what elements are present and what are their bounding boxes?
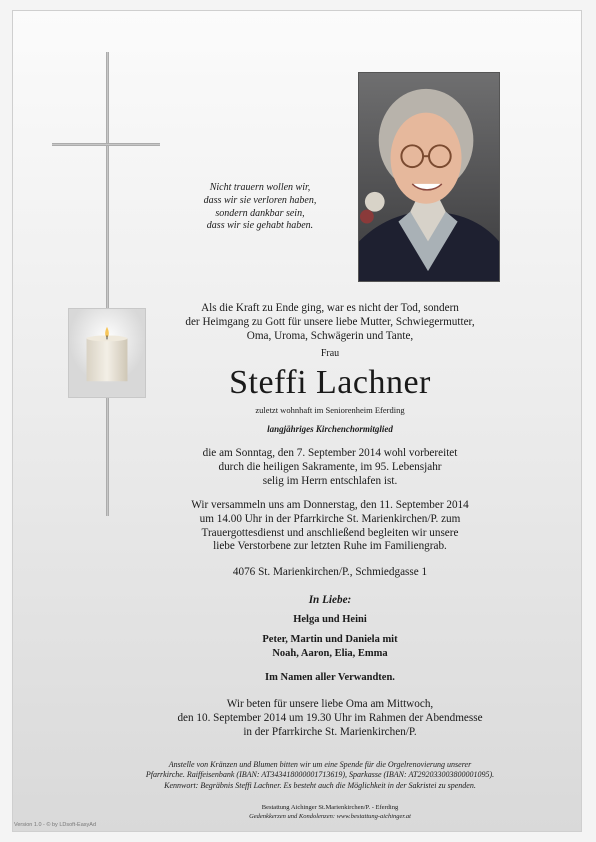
poem bbox=[186, 182, 334, 233]
death-text bbox=[130, 447, 530, 488]
family-block bbox=[130, 633, 530, 661]
mass-line: in der Pfarrkirche St. Marienkirchen/P. bbox=[243, 725, 417, 738]
family-line: Noah, Aaron, Elia, Emma bbox=[272, 648, 388, 659]
funeral-line: Trauergottesdienst und anschließend begleiten wir unsere bbox=[201, 526, 459, 539]
undertaker-web: Gedenkkerzen und Kondolenzen: www.bestattung-aichinger.at bbox=[249, 813, 411, 820]
poem-line: sondern dankbar sein, bbox=[215, 207, 305, 219]
funeral-line: Wir versammeln uns am Donnerstag, den 11. September 2014 bbox=[191, 499, 469, 511]
death-line: durch die heiligen Sakramente, im 95. Lebensjahr bbox=[218, 460, 442, 473]
mass-line: den 10. September 2014 um 19.30 Uhr im Rahmen der Abendmesse bbox=[177, 711, 483, 724]
intro-line: Oma, Uroma, Schwägerin und Tante, bbox=[246, 330, 414, 342]
intro-line: der Heimgang zu Gott für unsere liebe Mutter, Schwiegermutter, bbox=[185, 316, 475, 328]
role: langjähriges Kirchenchormitglied bbox=[267, 424, 393, 434]
notice-line: Kennwort: Begräbnis Steffi Lachner. Es besteht auch die Möglichkeit in der Sakristei zu spenden. bbox=[164, 780, 476, 790]
notice-line: Anstelle von Kränzen und Blumen bitten wir um eine Spende für die Orgelrenovierung unserer bbox=[168, 760, 472, 769]
death-line: selig im Herrn entschlafen ist. bbox=[262, 474, 398, 487]
cross-horizontal-bar bbox=[52, 143, 160, 146]
version-footnote: Version 1.0 - © by LDsoft-EasyAd bbox=[14, 822, 97, 828]
funeral-line: um 14.00 Uhr in der Pfarrkirche St. Marienkirchen/P. zum bbox=[199, 512, 461, 525]
death-line: die am Sonntag, den 7. September 2014 wohl vorbereitet bbox=[202, 447, 458, 459]
portrait-image bbox=[359, 73, 499, 281]
residence: zuletzt wohnhaft im Seniorenheim Eferding bbox=[255, 405, 405, 415]
funeral-line: liebe Verstorbene zur letzten Ruhe im Familiengrab. bbox=[213, 540, 447, 553]
address: 4076 St. Marienkirchen/P., Schmiedgasse 1 bbox=[232, 566, 428, 578]
funeral-text bbox=[130, 499, 530, 554]
title-prefix: Frau bbox=[320, 348, 340, 359]
mass-text bbox=[130, 698, 530, 739]
poem-line: dass wir sie verloren haben, bbox=[203, 194, 317, 206]
cross-vertical-bar bbox=[106, 52, 109, 516]
undertaker-info bbox=[130, 803, 530, 821]
undertaker-name: Bestattung Aichinger St.Marienkirchen/P. - Eferding bbox=[261, 804, 399, 811]
poem-line: dass wir sie gehabt haben. bbox=[206, 220, 314, 232]
family-line: Peter, Martin und Daniela mit bbox=[262, 634, 398, 645]
notice-line: Pfarrkirche. Raiffeisenbank (IBAN: AT343418000001713619), Sparkasse (IBAN: AT292033003800001095). bbox=[145, 770, 495, 780]
mass-line: Wir beten für unsere liebe Oma am Mittwoch, bbox=[226, 698, 434, 710]
donation-notice bbox=[60, 760, 580, 791]
in-liebe-heading: In Liebe: bbox=[308, 594, 352, 606]
intro-line: Als die Kraft zu Ende ging, war es nicht der Tod, sondern bbox=[201, 302, 459, 314]
intro-text bbox=[130, 301, 530, 343]
on-behalf: Im Namen aller Verwandten. bbox=[265, 672, 395, 683]
family-line: Helga und Heini bbox=[293, 614, 367, 625]
deceased-name: Steffi Lachner bbox=[229, 364, 431, 401]
poem-line: Nicht trauern wollen wir, bbox=[209, 182, 311, 193]
portrait-photo bbox=[358, 72, 500, 282]
